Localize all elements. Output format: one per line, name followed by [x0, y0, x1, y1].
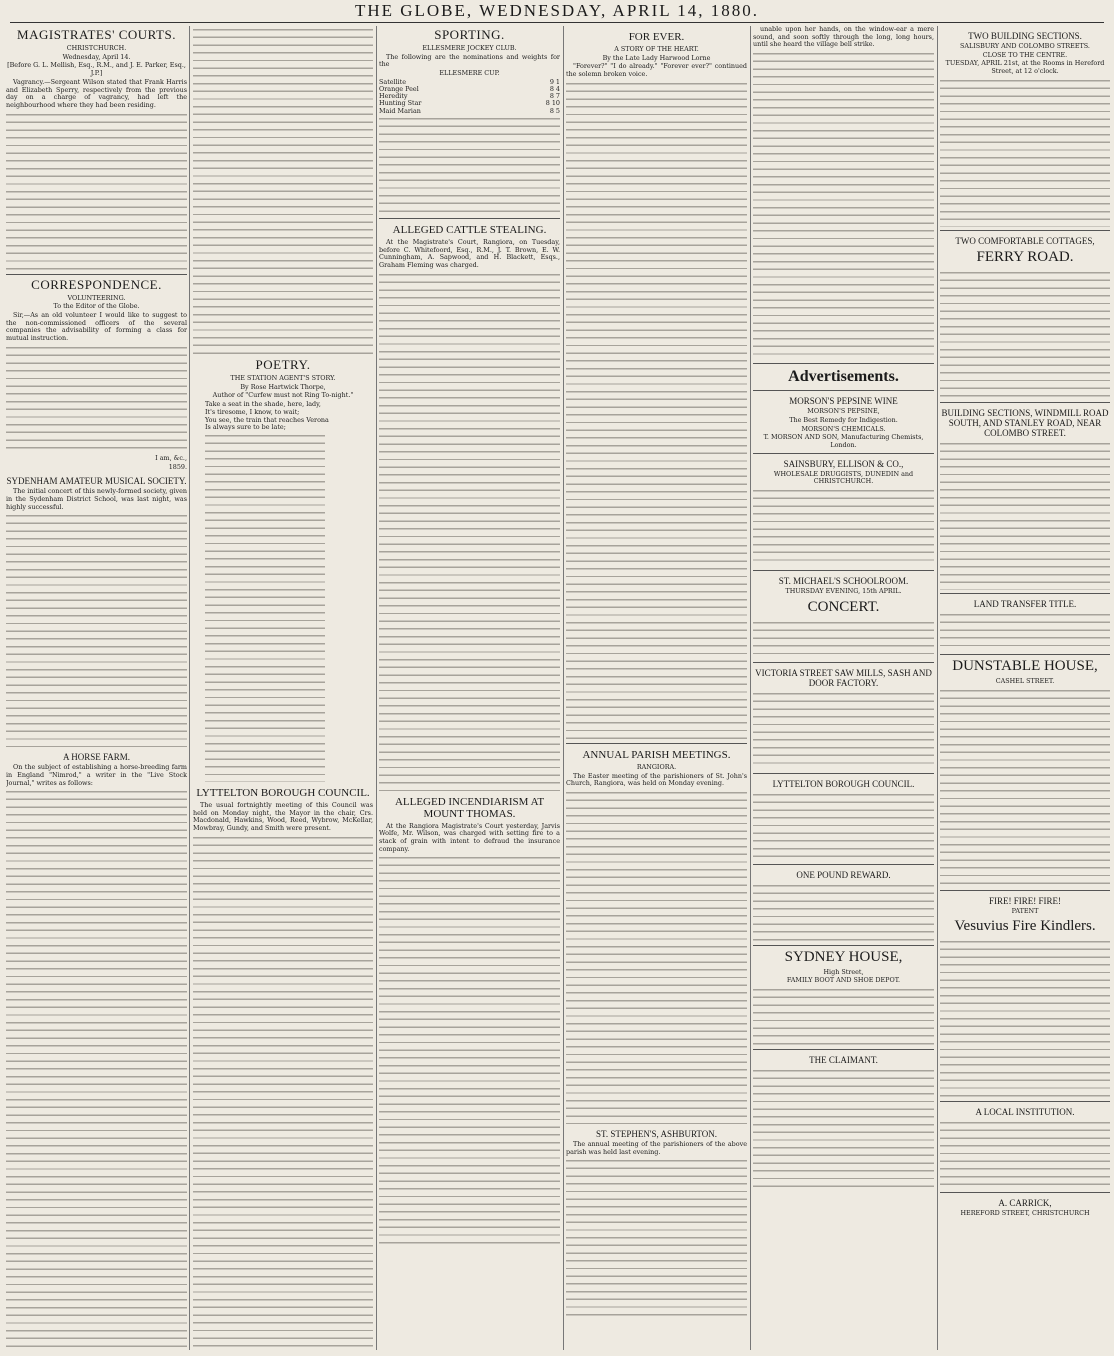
- column-divider: [563, 26, 564, 1350]
- ad-display-line: SYDNEY HOUSE,: [784, 948, 903, 965]
- ad-line: High Street,: [823, 967, 864, 976]
- article-paragraph: The following are the nominations and weights for the: [379, 52, 560, 69]
- ad-body: [753, 882, 934, 942]
- section-heading: SYDENHAM AMATEUR MUSICAL SOCIETY.: [6, 476, 187, 487]
- race-name: ELLESMERE CUP.: [439, 69, 500, 78]
- story-subtitle: A STORY OF THE HEART.: [614, 45, 699, 53]
- column-4: [566, 26, 747, 1350]
- poem-stanza: [193, 401, 373, 432]
- ad-heading: VICTORIA STREET SAW MILLS, SASH AND DOOR FACTORY.: [755, 667, 932, 688]
- ad-body: [940, 611, 1110, 651]
- ad-line: MORSON'S PEPSINE,: [807, 407, 880, 416]
- letter-signoff: I am, &c.,: [155, 453, 187, 462]
- ad-display-line: CONCERT.: [807, 598, 880, 615]
- ad-heading: A. CARRICK,: [998, 1198, 1052, 1209]
- ad-heading: MORSON'S PEPSINE WINE: [789, 396, 898, 407]
- column-divider: [750, 26, 751, 1350]
- article-paragraph: At the Rangiora Magistrate's Court yesterday, Jarvis Wolfe, Mr. Wilson, was charged with setting fire to a stack of grain with intent to defraud the insurance company.: [379, 821, 560, 853]
- story-paragraph: unable upon her hands, on the window-ear a mere sound, and soon softly through the long, long hours, until she heard the village bell strike.: [753, 26, 934, 49]
- ad-line: MORSON'S CHEMICALS.: [801, 424, 886, 433]
- column-3: [379, 26, 560, 1350]
- column-1: [6, 26, 187, 1350]
- ad-body: [940, 77, 1110, 227]
- section-heading: ST. STEPHEN'S, ASHBURTON.: [595, 1128, 718, 1139]
- entry-name: Heredity: [379, 92, 408, 101]
- date-line: Wednesday, April 14.: [62, 52, 131, 61]
- article-body: [6, 512, 187, 747]
- ad-heading: BUILDING SECTIONS, WINDMILL ROAD SOUTH, AND STANLEY ROAD, NEAR COLOMBO STREET.: [941, 407, 1109, 438]
- section-heading: ALLEGED INCENDIARISM AT MOUNT THOMAS.: [394, 795, 545, 820]
- ad-heading: ONE POUND REWARD.: [796, 869, 891, 880]
- section-subheading: CHRISTCHURCH.: [66, 44, 127, 52]
- article-body: [6, 111, 187, 271]
- ad-body: [753, 619, 934, 659]
- ad-body: [940, 687, 1110, 887]
- to-editor-line: To the Editor of the Globe.: [53, 302, 140, 311]
- article-paragraph: On the subject of establishing a horse-breeding farm in England "Nimrod," a writer in the "Live Stock Journal," writes as follows:: [6, 763, 187, 787]
- section-heading: LYTTELTON BOROUGH COUNCIL.: [196, 786, 370, 799]
- bench-line: [Before G. L. Mellish, Esq., R.M., and J. E. Parker, Esq., J.P.]: [7, 61, 186, 78]
- entry-name: Orange Peel: [379, 85, 419, 94]
- ad-line: TUESDAY, APRIL 21st, at the Rooms in Hereford Street, at 12 o'clock.: [945, 59, 1105, 76]
- ad-body: [753, 690, 934, 770]
- entries-table: [379, 79, 560, 115]
- entry-weight: 8 10: [545, 99, 560, 108]
- ad-line: HEREFORD STREET, CHRISTCHURCH: [960, 1209, 1090, 1218]
- column-2: [193, 26, 373, 1350]
- poem-author: By Rose Hartwick Thorpe,: [240, 382, 326, 391]
- ad-body: [753, 791, 934, 861]
- article-body: [193, 834, 373, 1350]
- ad-heading: LYTTELTON BOROUGH COUNCIL.: [772, 778, 915, 789]
- ad-line: WHOLESALE DRUGGISTS, DUNEDIN and CHRISTCHURCH.: [773, 469, 914, 486]
- column-5: [753, 26, 934, 1350]
- article-body: [379, 271, 560, 791]
- ad-line: PATENT: [1011, 906, 1039, 915]
- ad-body: [753, 487, 934, 567]
- section-subheading: VOLUNTEERING.: [67, 293, 126, 302]
- poem-intro: Author of "Curfew must not Ring To-night.": [212, 391, 354, 400]
- ad-line: SALISBURY AND COLOMBO STREETS.: [960, 42, 1090, 50]
- letter-signature: 1859.: [168, 462, 187, 471]
- ad-line: CASHEL STREET.: [995, 676, 1055, 685]
- section-heading: MAGISTRATES' COURTS.: [17, 27, 176, 42]
- masthead: THE GLOBE, WEDNESDAY, APRIL 14, 1880.: [354, 1, 760, 20]
- entry-weight: 8 4: [549, 85, 560, 94]
- entry-weight: 8 7: [549, 92, 560, 101]
- ad-heading: THE CLAIMANT.: [809, 1055, 878, 1066]
- column-divider: [937, 26, 938, 1350]
- ad-line: THURSDAY EVENING, 15th APRIL.: [785, 587, 902, 596]
- section-heading: POETRY.: [255, 357, 311, 372]
- ad-display-line: Vesuvius Fire Kindlers.: [954, 918, 1096, 935]
- story-author: By the Late Lady Harwood Lorne: [602, 53, 711, 62]
- ad-line: CLOSE TO THE CENTRE.: [982, 50, 1068, 59]
- section-heading: FOR EVER.: [628, 31, 685, 43]
- section-heading: A HORSE FARM.: [62, 752, 131, 763]
- section-heading: SPORTING.: [434, 27, 505, 42]
- poem-line: You see, the train that reaches Verona: [205, 415, 329, 424]
- letter-body: [6, 344, 187, 454]
- table-row: [379, 108, 560, 115]
- section-subheading: ELLESMERE JOCKEY CLUB.: [422, 44, 517, 52]
- poem-body: [205, 432, 325, 782]
- article-paragraph: The Easter meeting of the parishioners of St. John's Church, Rangiora, was held on Monday evening.: [566, 771, 747, 788]
- article-paragraph: The annual meeting of the parishioners of the above parish was held last evening.: [566, 1139, 747, 1156]
- advertisements-heading: Advertisements.: [788, 368, 899, 386]
- poem-line: Is always sure to be late;: [205, 423, 286, 432]
- article-paragraph: Vagrancy.—Sergeant Wilson stated that Frank Harris and Elizabeth Sperry, respectively from the previous day on a charge of vagrancy, had left the neighbourhood where they had been residing.: [6, 77, 187, 109]
- ad-body: [940, 269, 1110, 399]
- section-heading: CORRESPONDENCE.: [31, 276, 162, 292]
- story-body: [566, 80, 747, 740]
- article-body: [379, 854, 560, 1244]
- ad-line: The Best Remedy for Indigestion.: [789, 415, 898, 424]
- story-paragraph: "Forever?" "I do already." "Forever ever?" continued the solemn broken voice.: [566, 62, 747, 79]
- article-paragraph: The usual fortnightly meeting of this Council was held on Monday night, the Mayor in the chair, Crs. Macdonald, Hawkins, Wood, Reed, Wybrow, McKellar, Mowbray, Gundy, and Smith were present.: [193, 800, 373, 833]
- ad-heading: A LOCAL INSTITUTION.: [975, 1107, 1075, 1118]
- section-subheading: RANGIORA.: [636, 762, 677, 771]
- poem-line: It's tiresome, I know, to wait;: [205, 407, 300, 416]
- ad-heading: TWO COMFORTABLE COTTAGES,: [955, 235, 1095, 246]
- ad-display-line: FERRY ROAD.: [976, 248, 1074, 265]
- article-paragraph: The initial concert of this newly-formed society, given in the Sydenham District School, was last night, was highly successful.: [6, 487, 187, 511]
- ad-heading: SAINSBURY, ELLISON & CO.,: [783, 458, 904, 469]
- ad-body: [940, 1119, 1110, 1189]
- ad-body: [940, 440, 1110, 590]
- entry-weight: 8 5: [549, 106, 560, 115]
- ad-display-line: DUNSTABLE HOUSE,: [952, 657, 1098, 674]
- ad-heading: FIRE! FIRE! FIRE!: [989, 895, 1061, 906]
- ad-heading: ST. MICHAEL'S SCHOOLROOM.: [778, 576, 909, 587]
- entry-name: Maid Marian: [379, 106, 421, 115]
- ad-body: [940, 938, 1110, 1098]
- entry-name: Satellite: [379, 77, 407, 86]
- column-divider: [189, 26, 190, 1350]
- section-heading: ANNUAL PARISH MEETINGS.: [582, 748, 731, 761]
- entries-body: [379, 115, 560, 215]
- ad-body: [753, 1067, 934, 1187]
- poem-line: Take a seat in the shade, here, lady,: [205, 400, 321, 409]
- article-body: [6, 788, 187, 1350]
- article-body: [566, 1157, 747, 1317]
- article-paragraph: At the Magistrate's Court, Rangiora, on Tuesday, before C. Whitefoord, Esq., R.M., J. T. Brown, E. W. Cunningham, A. Sapwood, and H. Blackett, Esqs., Graham Fleming was charged.: [379, 237, 560, 269]
- article-body: [566, 789, 747, 1124]
- ad-heading: LAND TRANSFER TITLE.: [973, 598, 1077, 609]
- ad-body: [753, 986, 934, 1046]
- article-body: [193, 26, 373, 356]
- entry-weight: 9 1: [549, 77, 560, 86]
- column-6: [940, 26, 1110, 1350]
- ad-line: FAMILY BOOT AND SHOE DEPOT.: [786, 976, 901, 985]
- ad-line: T. MORSON AND SON, Manufacturing Chemists, London.: [763, 433, 924, 449]
- section-heading: ALLEGED CATTLE STEALING.: [392, 223, 547, 236]
- entry-name: Hunting Star: [379, 99, 422, 108]
- poem-title: THE STATION AGENT'S STORY.: [230, 374, 336, 382]
- masthead-rule: [10, 22, 1104, 23]
- story-body: [753, 50, 934, 360]
- ad-heading: TWO BUILDING SECTIONS.: [968, 31, 1082, 41]
- column-divider: [376, 26, 377, 1350]
- letter-paragraph: Sir,—As an old volunteer I would like to suggest to the non-commissioned officers of the several companies the advisability of forming a class for mutual instruction.: [6, 311, 187, 343]
